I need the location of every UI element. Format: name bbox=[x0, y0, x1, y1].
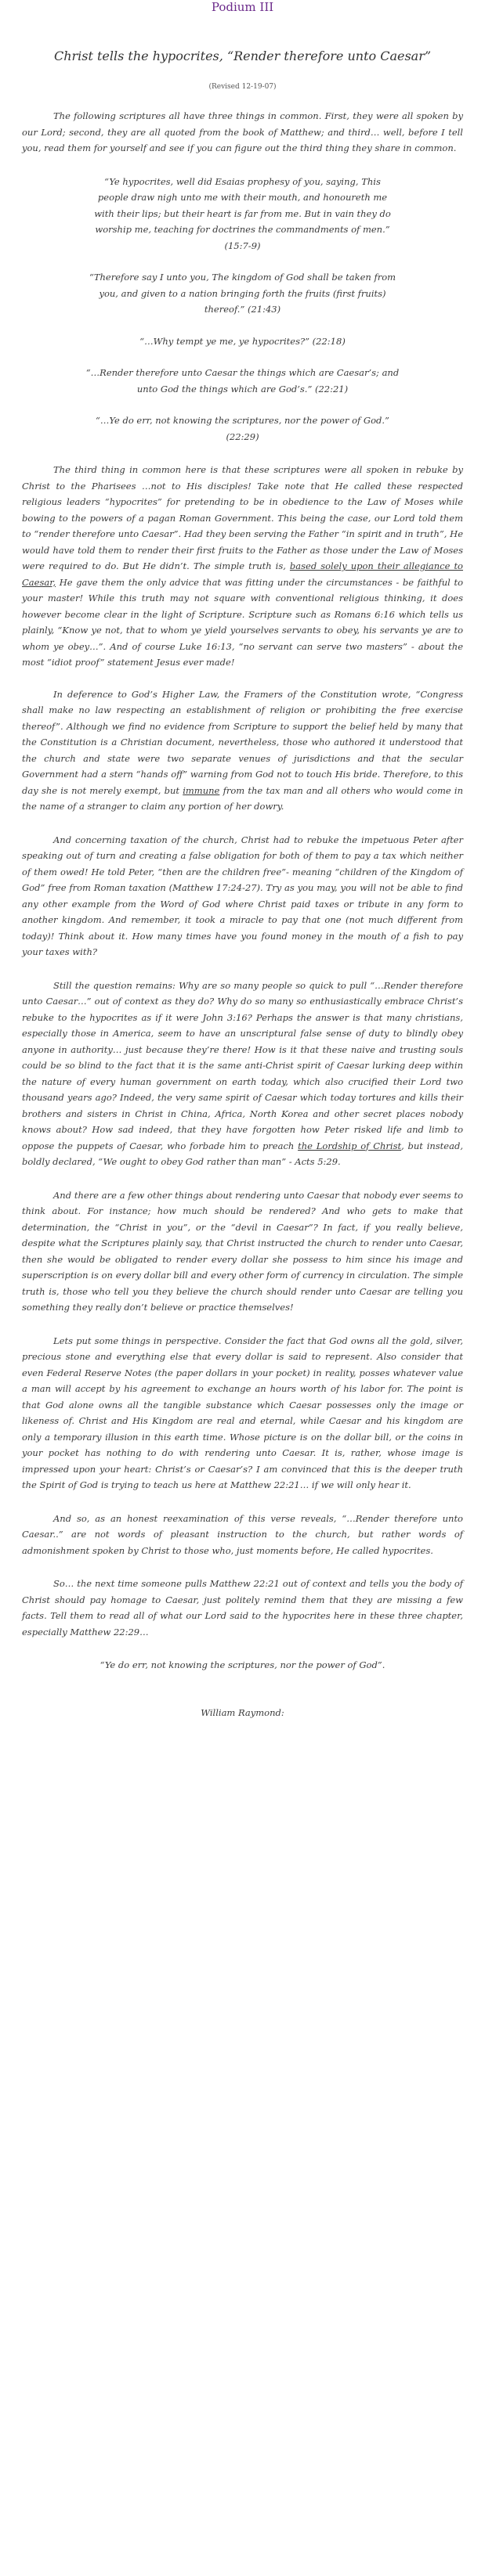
paragraph-3: And concerning taxation of the church, Christ had to rebuke the impetuous Peter after speaking out of turn and creating a false obligation for both of them to pay a tax which neither of them owed! He told Peter, “then are the children free”- meaning “children of the Kingdom of God” free from Roman taxation (Matthew 17:24-27). Try as you may, you will not be able to find any other example from the Word of God where Christ paid taxes or tribute in any form to another kingdom. And remember, it took a miracle to pay that one (not much different from today)! Think about it. How many times have you found money in the mouth of a fish to pay your taxes with? bbox=[22, 834, 463, 957]
header-title: Podium III bbox=[211, 0, 274, 14]
revised-date: (Revised 12-19-07) bbox=[208, 83, 277, 91]
closing-quote: “Ye do err, not knowing the scriptures, nor the power of God”. bbox=[100, 1659, 385, 1670]
quote-21-43: “Therefore say I unto you, The kingdom of God shall be taken from you, and given to a nation bringing forth the fruits (first fruits) thereof.” (21:43) bbox=[89, 272, 396, 315]
quote-22-21: “…Render therefore unto Caesar the things which are Caesar’s; and unto God the things which are God’s.” (22:21) bbox=[85, 367, 400, 395]
intro-paragraph: The following scriptures all have three things in common. First, they were all spoken by our Lord; second, they are all quoted from the book of Matthew; and third… well, before I tell you, read them for yourself and see if you can figure out the third thing they share in common. bbox=[22, 110, 463, 153]
paragraph-1-text-a: The third thing in common here is that these scriptures were all spoken in rebuke by Christ to the Pharisees …not to His disciples! Take note that He called these respected religious leaders “hypocrites” for pretending to be in obedience to the Law of Moses while bowing to the powers of a pagan Roman Government. This being the case, our Lord told them to “render therefore unto Caesar”. Had they been serving the Father “in spirit and in truth”, He would have told them to render their first fruits to the Father as those under the Law of Moses were required to do. But He didn’t. The simple truth is, bbox=[22, 464, 463, 571]
paragraph-4-text-a: Still the question remains: Why are so many people so quick to pull “…Render therefore unto Caesar…” out of context as they do? Why do so many so enthusiastically embrace Christ’s rebuke to the hypocrites as if it were John 3:16? Perhaps the answer is that many christians, especially those in America, seem to have an unscriptural false sense of duty to blindly obey anyone in authority… just because they’re there! How is it that these naive and trusting souls could be so blind to the fact that it is the same anti-Christ spirit of Caesar lurking deep within the nature of every human government on earth today, which also crucified their Lord two thousand years ago? Indeed, the very same spirit of Caesar which today tortures and kills their brothers and sisters in Christ in China, Africa, North Korea and other secret places nobody knows about? How sad indeed, that they have forgotten how Peter risked life and limb to oppose the puppets of Caesar, who forbade him to preach bbox=[22, 979, 463, 1151]
paragraph-2-underlined: immune bbox=[183, 784, 220, 796]
paragraph-4-text-b: , but instead, boldly declared, “We ought to obey God rather than man” - Acts 5:29. bbox=[22, 1140, 463, 1167]
paragraph-1 bbox=[22, 462, 463, 671]
paragraph-7: And so, as an honest reexamination of this verse reveals, “…Render therefore unto Caesar..” are not words of pleasant instruction to the church, but rather words of admonishment spoken by Christ to those who, just moments before, He called hypocrites. bbox=[22, 1512, 463, 1556]
quote-22-29: “…Ye do err, not knowing the scriptures, nor the power of God.” (22:29) bbox=[96, 415, 389, 442]
paragraph-4-underlined: the Lordship of Christ bbox=[298, 1140, 402, 1151]
signature: William Raymond: bbox=[201, 1706, 284, 1718]
quote-15-7-9: “Ye hypocrites, well did Esaias prophesy of you, saying, This people draw nigh unto me with their mouth, and honoureth me with their lips; but their heart is far from me. But in vain they do worship me, teaching for doctrines the commandments of men.” (15:7-9) bbox=[94, 175, 391, 251]
quote-22-18: “…Why tempt ye me, ye hypocrites?” (22:18) bbox=[139, 335, 346, 347]
paragraph-2-text-a: In deference to God’s Higher Law, the Framers of the Constitution wrote, “Congress shall make no law respecting an establishment of religion or prohibiting the free exercise thereof”. Although we find no evidence from Scripture to support the belief held by many that the Constitution is a Christian document, nevertheless, those who authored it understood that the church and state were two separate venues of jurisdictions and that the secular Government had a stern “hands off” warning from God not to touch His bride. Therefore, to this day she is not merely exempt, but bbox=[22, 688, 463, 796]
document-title: Christ tells the hypocrites, “Render therefore unto Caesar” bbox=[53, 49, 432, 63]
paragraph-4 bbox=[22, 978, 463, 1170]
paragraph-6: Lets put some things in perspective. Consider the fact that God owns all the gold, silver, precious stone and everything else that every dollar is said to represent. Also consider that even Federal Reserve Notes (the paper dollars in your pocket) in reality, posses whatever value a man will accept by his agreement to exchange an hours worth of his labor for. The point is that God alone owns all the tangible substance which Caesar possesses only the image or likeness of. Christ and His Kingdom are real and eternal, while Caesar and his kingdom are only a temporary illusion in this earth time. Whose picture is on the dollar bill, or the coins in your pocket has nothing to do with rendering unto Caesar. It is, rather, whose image is impressed upon your heart: Christ’s or Caesar’s? I am convinced that this is the deeper truth the Spirit of God is trying to teach us here at Matthew 22:21… if we will only hear it. bbox=[22, 1335, 463, 1490]
paragraph-5: And there are a few other things about rendering unto Caesar that nobody ever seems to think about. For instance; how much should be rendered? And who gets to make that determination, the “Christ in you”, or the “devil in Caesar”? In fact, if you really believe, despite what the Scriptures plainly say, that Christ instructed the church to render unto Caesar, then she would be obligated to render every dollar she possess to him since his image and superscription is on every dollar bill and every other form of currency in circulation. The simple truth is, those who tell you they believe the church should render unto Caesar are telling you something they really don’t believe or practice themselves! bbox=[22, 1189, 463, 1313]
paragraph-2 bbox=[22, 686, 463, 815]
paragraph-1-underlined: based solely upon their allegiance to Caesar, bbox=[22, 560, 463, 588]
page-header bbox=[22, 0, 463, 14]
paragraph-8: So… the next time someone pulls Matthew 22:21 out of context and tells you the body of Christ should pay homage to Caesar, just politely remind them that they are missing a few facts. Tell them to read all of what our Lord said to the hypocrites here in these three chapter, especially Matthew 22:29… bbox=[22, 1578, 463, 1637]
paragraph-2-text-b: from the tax man and all others who would come in the name of a stranger to claim any portion of her dowry. bbox=[22, 784, 463, 812]
paragraph-1-text-b: He gave them the only advice that was fitting under the circumstances - be faithful to your master! While this truth may not square with conventional religious thinking, it does however become clear in the light of Scripture. Scripture such as Romans 6:16 which tells us plainly, “Know ye not, that to whom ye yield yourselves servants to obey, his servants ye are to whom ye obey…”. And of course Luke 16:13, “no servant can serve two masters” - about the most “idiot proof” statement Jesus ever made! bbox=[22, 576, 463, 668]
